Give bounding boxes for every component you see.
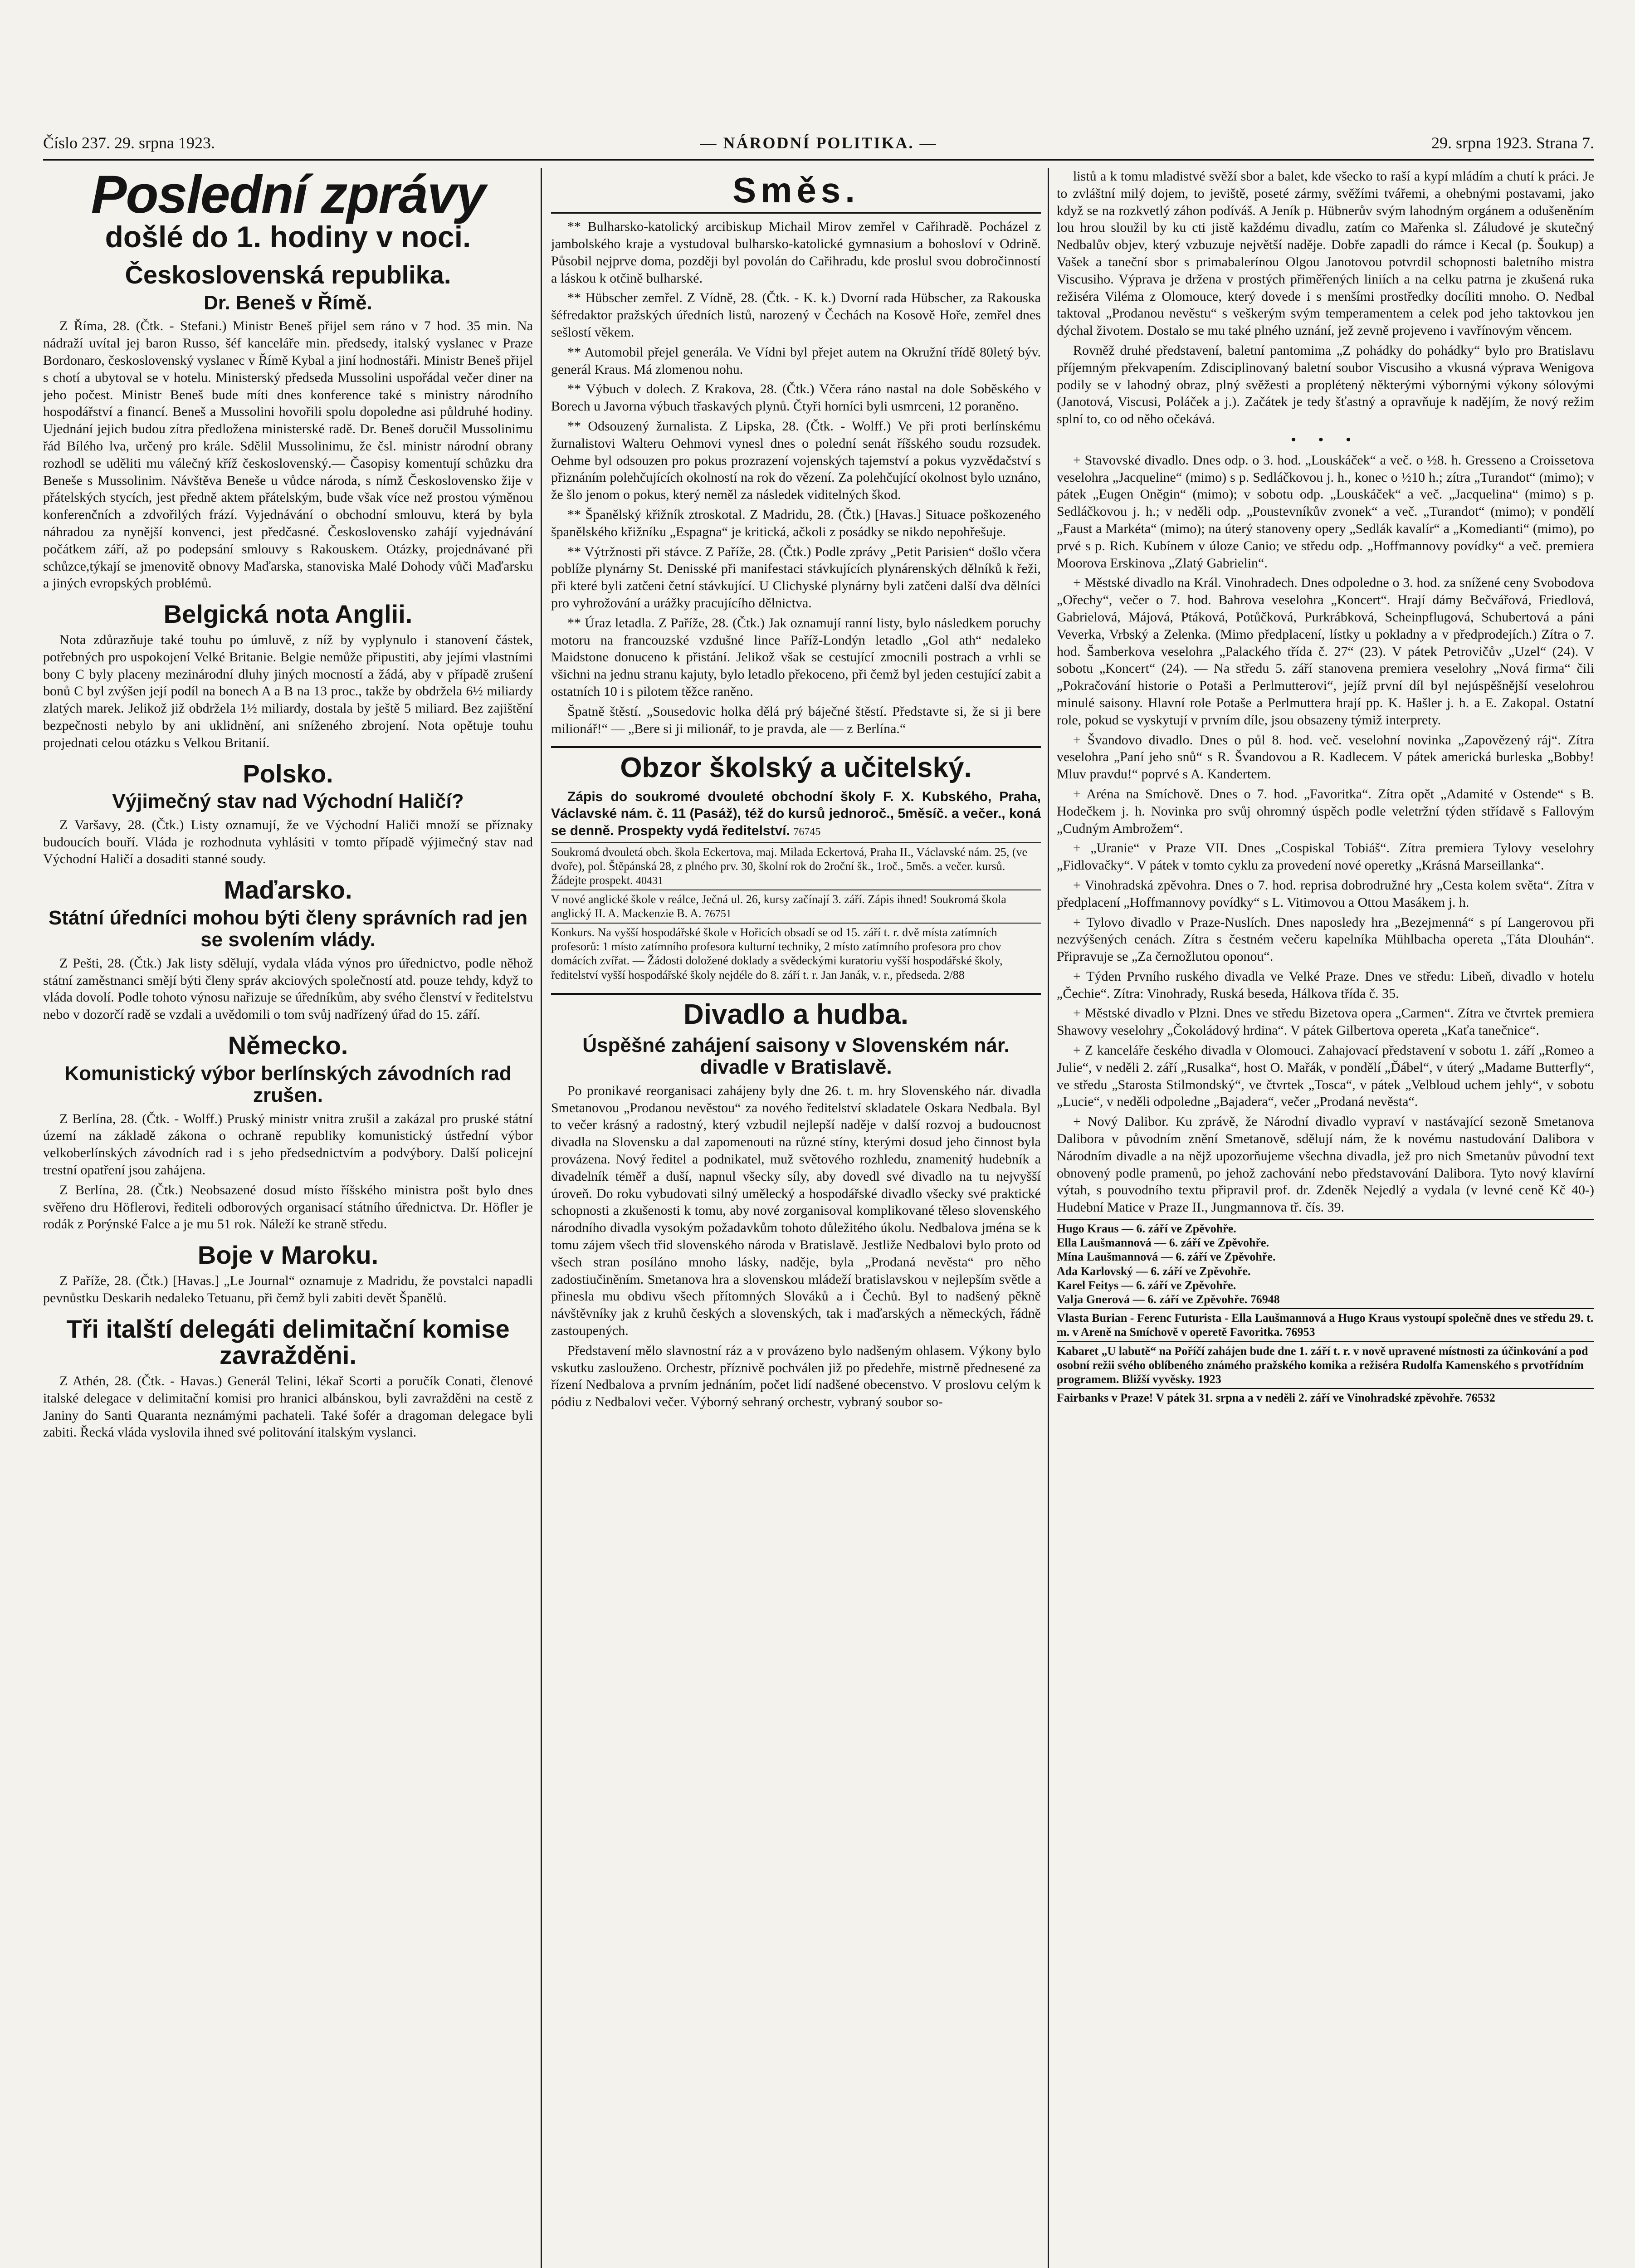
article-morocco: Z Paříže, 28. (Čtk.) [Havas.] „Le Journal“ oznamuje z Madridu, že povstalci napadli pevnůstku Deskarih nedaleko Tetuanu, při čemž byli zabiti devět Španělů. — [43, 1273, 533, 1305]
article-hungary: Z Pešti, 28. (Čtk.) Jak listy sdělují, vydala vláda výnos pro úřednictvo, podle něhož státní zaměstnanci smějí býti členy správ akciových společností atd. pouze tehdy, když to vláda dovolí. Podle tohoto výnosu nařizuje se úředníkům, aby svého členství v ředitelstvu nebo v dozorčí radě se vzdali a uvědomili o tom svůj nadřízený úřad do 15. září. — [43, 955, 533, 1022]
section-title-school: Obzor školský a učitelský. — [551, 746, 1041, 783]
ad-burian: Vlasta Burian - Ferenc Futurista - Ella Laušmannová a Hugo Kraus vystoupí společně dnes ve středu 29. t. m. v Areně na Smíchově v operetě Favoritka. 76953 — [1057, 1308, 1594, 1341]
listing-stavovske: + Stavovské divadlo. Dnes odp. o 3. hod. „Louskáček“ a več. o ½8. h. Gresseno a Croissetova veselohra „Jacqueline“ (mimo) s p. Sedláčkovou j. h., konec o ½10 h.; zítra „Turandot“ (mimo); v pátek „Eugen Oněgin“ (mimo); v sobotu odp. „Louskáček“ a več. „Jacquelina“ (mimo) s p. Sedláčkovou j. h.; v neděli odp. „Poustevníkův zvonek“ a več. „Turandot“ (mimo); v pondělí „Faust a Markéta“ (mimo); na úterý stanoveny opery „Sedlák kavalír“ a „Komedianti“ (mimo), po prvé s p. Rich. Kubínem v úloze Canio; ve středu odp. „Hoffmannovy povídky“ a več. premiera Moorova Erskinova „Zlatý Gabrielin“. — [1057, 452, 1594, 571]
column-rule-2 — [1048, 168, 1049, 2268]
ad-konkurs — [551, 923, 1041, 984]
listing-zpevohra: + Vinohradská zpěvohra. Dnes o 7. hod. reprisa dobrodružné hry „Cesta kolem světa“. Zítra v předplacení „Hoffmannovy povídky“ s L. Vitimovou a Ottou Masákem j. h. — [1057, 877, 1594, 910]
listing-plzen: + Městské divadlo v Plzni. Dnes ve středu Bizetova opera „Carmen“. Zítra ve čtvrtek premiera Shawovy veselohry „Čokoládový hrdina“. V pátek Gilbertova opereta „Kaťa tanečnice“. — [1057, 1006, 1594, 1038]
ad-line: Hugo Kraus — 6. září ve Zpěvohře. — [1057, 1222, 1236, 1236]
heading-germany: Německo. — [228, 1031, 348, 1060]
section-title-theatre: Divadlo a hudba. — [551, 993, 1041, 1030]
ad-line: Mína Laušmannová — 6. září ve Zpěvohře. — [1057, 1250, 1276, 1264]
separator-dots: • • • — [1291, 431, 1360, 448]
heading-benes-rome: Dr. Beneš v Římě. — [204, 292, 372, 314]
ad-eckert — [551, 842, 1041, 890]
newspaper-title: — NÁRODNÍ POLITIKA. — — [700, 134, 937, 152]
heading-czechoslovakia: Československá republika. — [125, 260, 451, 289]
masthead — [43, 127, 1594, 161]
ad-line: Ada Karlovský — 6. září ve Zpěvohře. — [1057, 1264, 1251, 1278]
listing-russian: + Týden Prvního ruského divadla ve Velké Praze. Dnes ve středu: Libeň, divadlo v hotelu „Čechie“. Zítra: Vinohrady, Ruská beseda, Hálkova třída č. 35. — [1057, 968, 1594, 1001]
subheading-officials: Státní úředníci mohou býti členy správních rad jen se svolením vlády. — [48, 906, 528, 951]
listing-dalibor: + Nový Dalibor. Ku zprávě, že Národní divadlo vypraví v nastávající sezoně Smetanova Dalibora v původním znění Smetanově, sdělují nám, že k novému nastudování Daliborа v Národním divadle a na nějž upozorňujeme všechna divadla, jež pro nich Smetanův původní text obnovený podle pramenů, po jehož zachování nebo představování Dalibora. Tyto nový klavírní výtah, s pouvodního textu připravil prof. dr. Zdeněk Nejedlý a vydala (v levné ceně Kč 40-) Hudební Matice v Praze II., Jungmannova tř. čís. 39. — [1057, 1114, 1594, 1215]
column-latest-news — [43, 168, 533, 2268]
issue-number: Číslo 237. 29. srpna 1923. — [43, 134, 215, 152]
article-theatre-cont: listů a k tomu mladistvé svěží sbor a balet, kde všecko to raší a kypí mládím a chutí k práci. Je to zvláštní milý dojem, to jeviště, poseté zármy, svěžími tvářemi, a ohebnými postavami, jako když se na rozkvetlý záhon podíváš. A Jeník p. Hübnerův svým lahodným orgánem a odušeněním lou hrou sloužil by ku cti jistě každému divadlu, zatím co Mařenka sl. Záludové je skutečný Nedbalův objev, který vzbuzuje největší naděje. Dobře zapadli do rámce i Kecal (p. Šoukup) a Vašek a taneční sbor s primabalerínou Olgou Janotovou potvrdil schopnosti baletního mistra Viscusiho. Výprava je držena v prostých přiměřených liniích a na celku patrna je zkušená ruka režiséra Viléma z Olomouce, který dovede i s menšími prostředky docíliti mnoho. O. Nedbal taktoval „Prodanou nevěstu“ s veškerým svým temperamentem a celek pod jeho taktovkou jen dýchal životem. Dostalo se mu také plného uznání, jež zevně projeveno i vavřínovým věncem. — [1057, 169, 1594, 338]
news-item: ** Odsouzený žurnalista. Z Lipska, 28. (Čtk. - Wolff.) Ve při proti berlínskému žurnalistovi Walteru Oehmovi vynesl dnes o polední senát říšského soudu rozsudek. Oehme byl odsouzen pro pokus prozrazení vojenských tajemství a pokus vyzvědačství s přiznáním polehčujících okolností na rok do vězení. Za polehčující okolnost bylo uznáno, že šlo jenom o pokus, který neměl za následek viditelných škod. — [551, 419, 1041, 503]
ad-fairbanks: Fairbanks v Praze! V pátek 31. srpna a v neděli 2. září ve Vinohradské zpěvohře. 76532 — [1057, 1388, 1594, 1407]
news-item: ** Úraz letadla. Z Paříže, 28. (Čtk.) Jak oznamují ranní listy, bylo následkem poruchy motoru na francouzské vzdušné lince Paříž-Londýn letadlo „Gol ath“ nedaleko Maidstone donuceno k přistání. Jelikož však se cestující zmocnili postrach a vrhli se všichni na jednu stranu kajuty, bylo letadlo překoceno, při čemž byl jeden cestující zabit a ostatních 10 i s pilotem těžce raněno. — [551, 615, 1041, 699]
listing-svandovo: + Švandovo divadlo. Dnes o půl 8. hod. več. veselohní novinka „Zapovězený ráj“. Zítra veselohra „Paní jeho snů“ s R. Švandovou a R. Kadlecem. V pátek americká burleska „Bobby! Mluv pravdu!“ poprvé s A. Kandertem. — [1057, 732, 1594, 782]
ad-kabaret: Kabaret „U labutě“ na Poříčí zahájen bude dne 1. září t. r. v nově upravené místnosti za účinkování a pod osobní režii svého oblíbeného známého pražského komika a režiséra Rudolfa Kamenského s prvotřídním programem. Bližší vyvěsky. 1923 — [1057, 1341, 1594, 1388]
ad-text: Konkurs. Na vyšší hospodářské škole v Hořicích obsadí se od 15. září t. r. dvě místa zatímních profesorů: 1 místo zatímního profesora kulturní techniky, 2 místo zatímního profesora pro chov domácích zvířat. — Žádosti doložené doklady a svědeckými kuratoriu vyšší hospodářské školy, ředitelství vyšší hospodářské školy nejdéle do 8. září t. r. Jan Janák, v. r., předseda. — [551, 926, 1003, 982]
listing-uranie: + „Uranie“ v Praze VII. Dnes „Cospiskal Tobiáš“. Zítra premiera Tylovy veselohry „Fidlovačky“. V pátek v tomto cyklu za provedení nové operetky „Krásná Marseillanka“. — [1057, 841, 1594, 873]
section-subtitle: došlé do 1. hodiny v noci. — [105, 220, 471, 254]
article-germany-1: Z Berlína, 28. (Čtk. - Wolff.) Pruský ministr vnitra zrušil a zakázal pro pruské státní území na základě zákona o ochraně republiky komunistický ústřední výbor velkoberlínských závodních rad i s jeho předsednictvím a podvýbory. Další policejní trestní opatření jsou zahájena. — [43, 1111, 533, 1178]
ad-text: V nové anglické škole v reálce, Ječná ul. 26, kursy začínají 3. září. Zápis ihned! Soukromá škola anglický II. A. Mackenzie B. A. — [551, 893, 1006, 920]
date-page: 29. srpna 1923. Strana 7. — [1431, 134, 1594, 152]
joke-item: Špatně štěstí. „Sousedovic holka dělá prý báječné štěstí. Představte si, že si ji bere milionář!“ — „Bere si ji milionář, to je pravda, ale — z Berlína.“ — [551, 704, 1041, 736]
section-title-miscellany: Směs. — [551, 168, 1041, 214]
ad-code: 76751 — [704, 908, 732, 920]
subheading-bratislava: Úspěšné zahájení saisony v Slovenském nár. divadle v Bratislavě. — [582, 1034, 1010, 1079]
news-item: ** Hübscher zemřel. Z Vídně, 28. (Čtk. - K. k.) Dvorní rada Hübscher, za Rakouska šéfredaktor pražských úředních listů, narozený v Čechách na Kosově Hoře, zemřel dnes sešlostí věkem. — [551, 290, 1041, 340]
article-theatre-second: Rovněž druhé představení, baletní pantomima „Z pohádky do pohádky“ bylo pro Bratislavu příjemným překvapením. Zdisciplinovaný baletní soubor Viscusiho a vkusná výprava Wenigova podily se v lahodný obraz, plný svěžesti a proplétený některými výbornými výkony sólovými (Janotová, Viscusi, Poláček a j.). Začátek je tedy šťastný a opravňuje k nadějím, že nový režim splní to, co od něho očekává. — [1057, 342, 1594, 427]
heading-hungary: Maďarsko. — [224, 875, 352, 904]
heading-poland: Polsko. — [243, 759, 333, 788]
column-theatre-listings — [1057, 168, 1594, 2268]
heading-belgian-note: Belgická nota Anglii. — [163, 600, 413, 629]
column-rule-1 — [541, 168, 542, 2268]
school-notice-text: Zápis do soukromé dvouleté obchodní školy F. X. Kubského, Praha, Václavské nám. č. 11 (Pasáž), též do kursů jednoroč., 5měsíč. a večer., koná se denně. Prospekty vydá ředitelství. — [551, 789, 1041, 839]
school-notice — [551, 788, 1041, 840]
section-title-latest-news: Poslední zprávy — [91, 168, 485, 225]
news-item: ** Výbuch v dolech. Z Krakova, 28. (Čtk.) Včera ráno nastal na dole Soběského v Borech u Javorna výbuch třaskavých plynů. Čtyři horníci byli usmrceni, 12 poraněno. — [551, 381, 1041, 414]
heading-morocco: Boje v Maroku. — [197, 1241, 379, 1270]
ad-english-school — [551, 890, 1041, 923]
article-belgian-note: Nota zdůrazňuje také touhu po úmluvě, z níž by vyplynulo i stanovení částek, potřebných pro uspokojení Velké Britanie. Belgie nemůže připustiti, aby jejími vlastními bony C byly placeny mezinárodní dluhy jiných mocností a žádá, aby v případě zrušení bonů C byl zvýšen její podíl na bonech A a B na 13 proc., takže by obdržela 6½ miliardy zlatých marek. Jelikož již obdržela 1½ miliardy, dostala by ještě 5 miliard. Bez zajištění bezpečnosti nebylo by ani uklidnění, ani sníženého zbrojení. Nota opětuje touhu projednati celou otázku s Velkou Britanií. — [43, 632, 533, 750]
article-benes: Z Říma, 28. (Čtk. - Stefani.) Ministr Beneš přijel sem ráno v 7 hod. 35 min. Na nádraží uvítal jej baron Russo, šéf kanceláře min. předsedy, italský vyslanec v Praze Bordonaro, československý vyslanec v Římě Kybal a jiní hodnostáři. Ministr Beneš přijel s chotí a ubytoval se v hotelu. Ministerský předseda Mussolini uspořádal večer diner na jeho počest. Ministr Beneš bude míti dnes konference také s ministry národního hospodářství a financí. Beneš a Mussolini hovořili spolu dopoledne asi půldruhé hodiny. Ujednání jejich budou zítra předložena ministerské radě. Dr. Beneš doručil Mussolinimu řád Bílého lva, určený pro krále. Sdělil Mussolinimu, že čsl. ministr národní obrany rozhodl se uděliti mu válečný kříž československý.— Časopisy komentují schůzku dra Beneše s Mussolinim. Návštěva Beneše u vůdce národa, s nímž Československo žije v přátelských stycích, jest předně aktem přátelským, bude však více než prostou výměnou konferenčních a zdvořilých frází. Vyjednávání o obchodní smlouvu, která by byla náhradou za nynější konvenci, jest předčasné. Československo zahájí vyjednávání počátkem září, až po podepsání smlouvy s Rakouskem. Otázky, projednávané při schůzce,týkají se jmenovitě obnovy Maďarska, stanoviska Malé Dohody vůči Maďarsku a jiných evropských problémů. — [43, 318, 533, 591]
article-germany-2: Z Berlína, 28. (Čtk.) Neobsazené dosud místo říšského ministra pošt bylo dnes svěřeno dru Höflerovi, řediteli odborových organisací státního úřednictva. Dr. Höfler je rodák z Porýnské Falce a je mu 51 rok. Náleží ke straně středu. — [43, 1182, 533, 1232]
article-theatre-2: Představení mělo slavnostní ráz a v provázeno bylo nadšeným ohlasem. Výkony bylo vskutku zaslouženo. Orchestr, příznivě pochválen již po předehře, mistrně přednesené za řízení Nedbalova a prvním jednáním, počet lidí nadšené obecenstvo. V proslovu celým k pódiu z Nedbalovi večer. Výborný sehraný orchestr, vybraný soubor so- — [551, 1343, 1041, 1410]
ad-line: Karel Feitys — 6. září ve Zpěvohře. — [1057, 1278, 1236, 1292]
ad-text: Soukromá dvouletá obch. škola Eckertova, maj. Milada Eckertová, Praha II., Václavské nám. 25, (ve dvoře), pol. Štěpánská 28, z plného prv. 30, školní rok do 2roční šk., 1roč., 5měs. a večer. kursů. Žádejte prospekt. — [551, 845, 1028, 887]
news-item: ** Španělský křižník ztroskotal. Z Madridu, 28. (Čtk.) [Havas.] Situace poškozeného španělského křižníku „Espagna“ je kritická, ačkoli z posádky se nikdo nepohřešuje. — [551, 507, 1041, 539]
ad-code: 76745 — [793, 826, 821, 838]
subheading-committee: Komunistický výbor berlínských závodních rad zrušen. — [64, 1062, 512, 1107]
ad-performers — [1057, 1219, 1594, 1308]
listing-arena: + Aréna na Smíchově. Dnes o 7. hod. „Favoritka“. Zítra opět „Adamité v Ostende“ s B. Hodečkem j. h. Novinka pro svůj ohromný úspěch podle veletržní týden střídavě s Fallovým „Cudným Ambrožem“. — [1057, 786, 1594, 836]
article-italian-delegates: Z Athén, 28. (Čtk. - Havas.) Generál Telini, lékař Scorti a poručík Conati, členové italské delegace v delimitační komisi pro hranici albánskou, byli zavražděni na cestě z Janiny do Santi Quaranta neznámými pachateli. Také šofér a dragoman delegace byli zabiti. Řecká vláda vyslovila ihned své politování italským vyslanci. — [43, 1374, 533, 1440]
news-item: ** Automobil přejel generála. Ve Vídni byl přejet autem na Okružní třídě 80letý býv. generál Kraus. Má zlomenou nohu. — [551, 344, 1041, 377]
column-miscellany — [551, 168, 1041, 2268]
news-item: ** Výtržnosti při stávce. Z Paříže, 28. (Čtk.) Podle zprávy „Petit Parisien“ došlo včera poblíže plynárny St. Denisské při manifestaci stávkujících plynárenských dělníků k řeži, při které byli zatčeni četní stávkující. U Clichyské plynárny byli zatčeni další dva dělníci pro vyhrožování a urážky pracujícího dělnictva. — [551, 544, 1041, 611]
listing-tylovo: + Tylovo divadlo v Praze-Nuslích. Dnes naposledy hra „Bezejmenná“ s pí Langerovou při nezvýšených cenách. Zítra s čestném večeru kapelníka Mühlbacha opereta „Táta Dlouhán“. Připravuje se „Za černožlutou oponou“. — [1057, 914, 1594, 964]
ad-line: Valja Gnerová — 6. září ve Zpěvohře. 76948 — [1057, 1292, 1280, 1306]
listing-olomouc: + Z kanceláře českého divadla v Olomouci. Zahajovací představení v sobotu 1. září „Romeo a Julie“, v neděli 2. září „Rusalka“, host O. Mařák, v pondělí „Ďábel“, v úterý „Madame Butterfly“, ve středu „Starosta Stilmondský“, ve čtvrtek „Tosca“, v pátek „Velbloud uchem jehly“, v sobotu „Lucie“, v neděli odpoledne „Bajadera“, večer „Prodaná nevěsta“. — [1057, 1043, 1594, 1110]
ad-line: Ella Laušmannová — 6. září ve Zpěvohře. — [1057, 1236, 1269, 1250]
article-poland: Z Varšavy, 28. (Čtk.) Listy oznamují, že ve Východní Haliči množí se příznaky budoucích bouří. Vláda je rozhodnuta vyhlásiti v tomto případě výjimečný stav nad Východní Haličí a dosaditi stanné soudy. — [43, 817, 533, 867]
article-theatre-1: Po pronikavé reorganisaci zahájeny byly dne 26. t. m. hry Slovenského nár. divadla Smetanovou „Prodanou nevěstou“ za novéhо ředitelství skladatele Oskara Nedbala. Byl to večer krásný a radostný, který vzbudil nejlepší naděje v další rozvoj a budoucnost divadla na Slovensku a dal zapomenouti na různé stíny, kterými dosud jeho činnost byla provázena. Nový ředitel a podnikatel, muž světového rozhledu, znamenitý hudebník a divadelník téměř a duší, napnul všecky síly, aby dovedl své divadlo na tu nejvyšší úroveň. Do roku vybudovati silný umělecký a hospodářské divadlo všecky své praktické schopnosti a zkušenosti k tomu, aby nové zorganisoval komplikované těleso slovenského národního divadla vysokým požadavkům tohoto důležitého úkolu. Nedbalova jména se k tomu zájem všech třid slovenského národa v Bratislavě. Jestliže Nedbalovi bylo proto od všech stran posíláno mnoho lásky, naděje, byla „Prodaná nevěsta“ pro něho zadostiučiněním. Smetanova hra a slovenskou mládeží bratislavskou v nejlepším světle a přinesla mu obdivu všech přítomných Slováků a i Čechů. Byl to nadšený pěkně návštěvníky jak z kruhů českých a slovenských, tak i maďarských a německých, řádně zastoupených. — [551, 1083, 1041, 1338]
subheading-galicia: Výjimečný stav nad Východní Haličí? — [112, 790, 464, 813]
heading-italian-delegates: Tři italští delegáti delimitační komise zavražděni. — [66, 1314, 510, 1370]
ad-code: 2/88 — [943, 968, 965, 982]
ad-code: 40431 — [636, 875, 663, 887]
listing-vinohrady: + Městské divadlo na Král. Vinohradech. Dnes odpoledne o 3. hod. za snížené ceny Svobodova „Ořechy“, večer o 7. hod. Bahrova veselohra „Koncert“. Hrají dámy Bečvářová, Friedlová, Gabrielová, Májová, Ptáková, Potůčková, Purkrábková, Scheinpflugová, Schubertová a páni Veverka, Vrbský a Zelenka. (Mimo předplacení, lístky u pokladny a v předprodejích.) Zítra o 7. hod. Šamberkova veselohra „Palackého třída č. 27“ (23). V pátek Petrovičův „Uzel“ (24). V sobotu „Koncert“ (24). — Na středu 5. září stanovena premiera veselohry „Nová firma“ čili „Pokračování historie o Potaši a Perlmutterovi“, jejíž první díl byl nejúspěšnější veselohrou minulé saisony. Hlavní role Potaše a Perlmuttera hrají pp. K. Hašler j. h. a E. Zakopal. Ostatní role, pokud se vyskytují v prvním díle, jsou obsazeny týmiž interprety. — [1057, 575, 1594, 728]
news-item: ** Bulharsko-katolický arcibiskup Michail Mirov zemřel v Cařihradě. Pocházel z jambolského kraje a vystudoval bulharsko-katolické gymnasium a bohosloví v Odrině. Působil nejprve doma, později byl povolán do Cařihradu, kde proslul svou dobročinností a láskou k otčině bulharské. — [551, 219, 1041, 286]
